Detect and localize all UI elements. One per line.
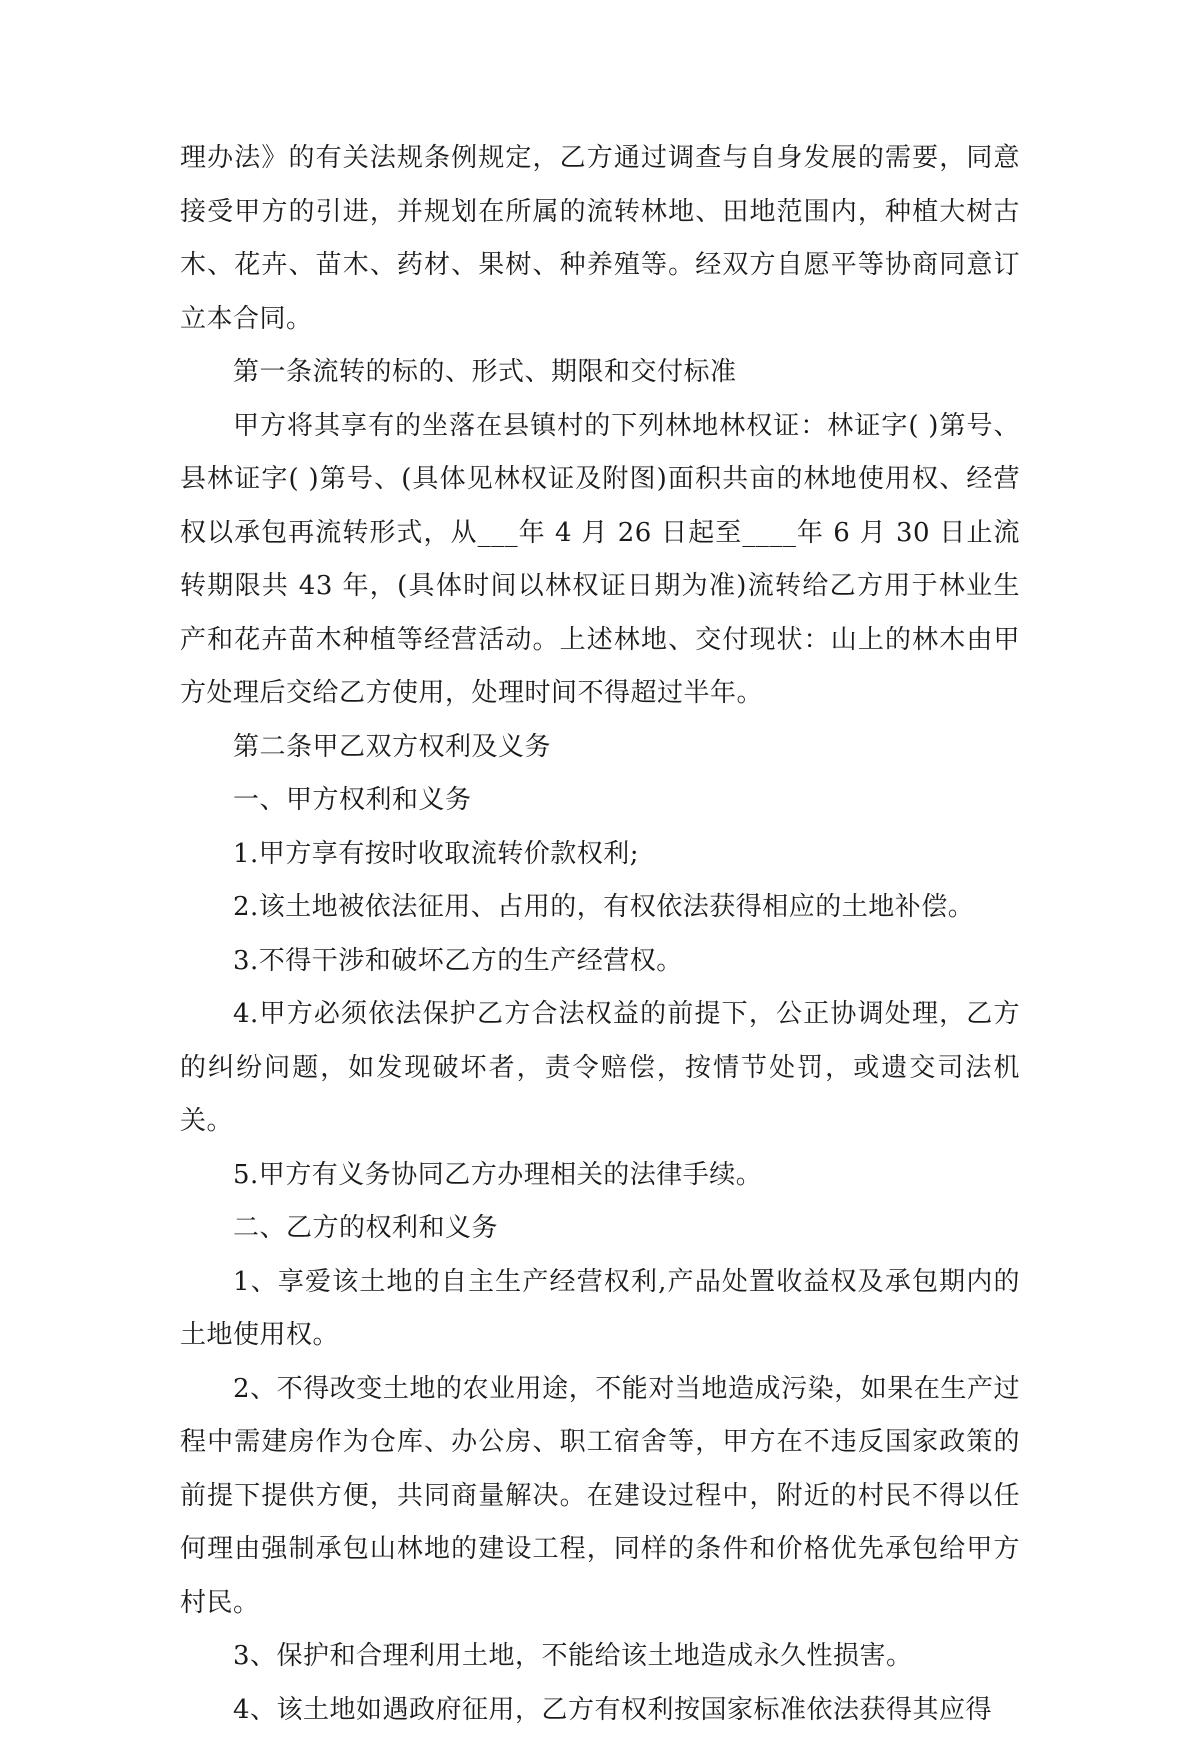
- list-item-b1: 1、享爱该土地的自主生产经营权利,产品处置收益权及承包期内的土地使用权。: [180, 1256, 1020, 1363]
- paragraph-article-1-body: 甲方将其享有的坐落在县镇村的下列林地林权证：林证字( )第号、县林证字( )第号、(具体见林权证及附图)面积共亩的林地使用权、经营权以承包再流转形式，从___年 4 月 26 日起至____年 6 月 30 日止流转期限共 43 年，(具体时间以林权证日期为准)流转给乙方用于林业生产和花卉苗木种植等经营活动。上述林地、交付现状：山上的林木由甲方处理后交给乙方使用，处理时间不得超过半年。: [180, 400, 1020, 721]
- list-item-b4: 4、该土地如遇政府征用，乙方有权利按国家标准依法获得其应得: [180, 1684, 1020, 1737]
- subheading-party-b: 二、乙方的权利和义务: [180, 1202, 1020, 1256]
- document-body: [180, 132, 1020, 1737]
- subheading-party-a: 一、甲方权利和义务: [180, 774, 1020, 828]
- list-item-b3: 3、保护和合理利用土地，不能给该土地造成永久性损害。: [180, 1630, 1020, 1684]
- list-item-b2: 2、不得改变土地的农业用途，不能对当地造成污染，如果在生产过程中需建房作为仓库、办公房、职工宿舍等，甲方在不违反国家政策的前提下提供方便，共同商量解决。在建设过程中，附近的村民不得以任何理由强制承包山林地的建设工程，同样的条件和价格优先承包给甲方村民。: [180, 1363, 1020, 1631]
- paragraph-preamble-continuation: 理办法》的有关法规条例规定，乙方通过调查与自身发展的需要，同意接受甲方的引进，并规划在所属的流转林地、田地范围内，种植大树古木、花卉、苗木、药材、果树、种养殖等。经双方自愿平等协商同意订立本合同。: [180, 132, 1020, 346]
- heading-article-1: 第一条流转的标的、形式、期限和交付标准: [180, 346, 1020, 400]
- list-item-a4: 4.甲方必须依法保护乙方合法权益的前提下，公正协调处理，乙方的纠纷问题，如发现破坏者，责令赔偿，按情节处罚，或遗交司法机关。: [180, 988, 1020, 1149]
- list-item-a1: 1.甲方享有按时收取流转价款权利;: [180, 828, 1020, 882]
- list-item-a2: 2.该土地被依法征用、占用的，有权依法获得相应的土地补偿。: [180, 881, 1020, 935]
- list-item-a5: 5.甲方有义务协同乙方办理相关的法律手续。: [180, 1149, 1020, 1203]
- heading-article-2: 第二条甲乙双方权利及义务: [180, 721, 1020, 775]
- list-item-a3: 3.不得干涉和破坏乙方的生产经营权。: [180, 935, 1020, 989]
